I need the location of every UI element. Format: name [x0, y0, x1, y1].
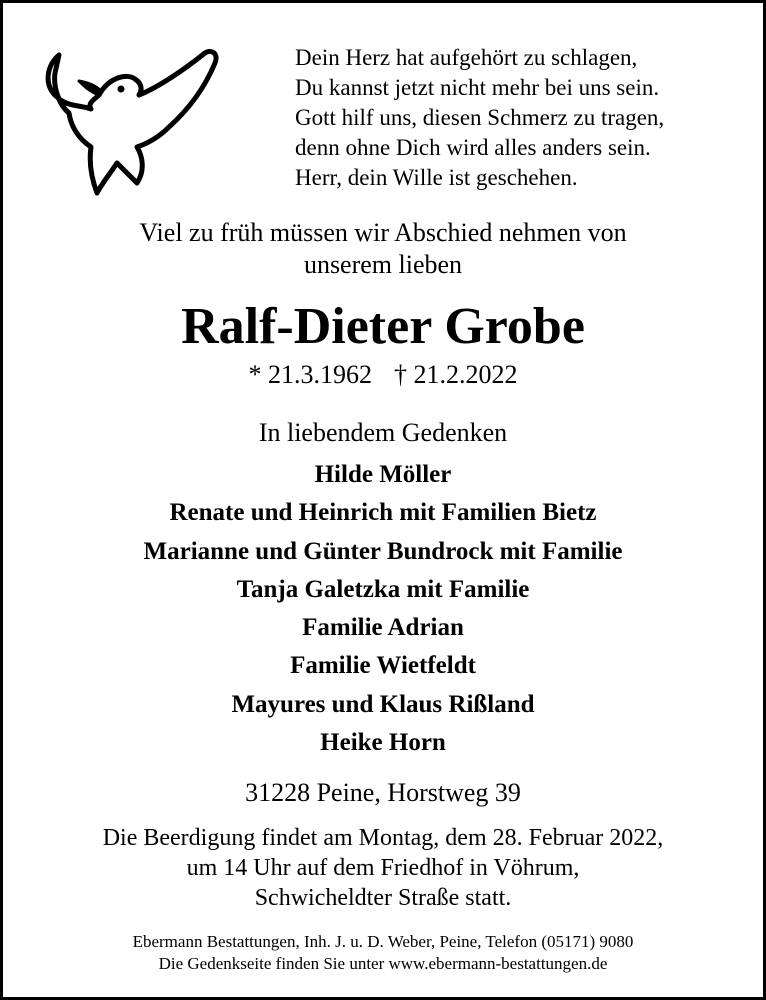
- funeral-line: Die Beerdigung findet am Montag, dem 28. Februar 2022,: [102, 825, 664, 851]
- poem-line: Du kannst jetzt nicht mehr bei uns sein.: [295, 75, 660, 100]
- funeral-info: [3, 823, 763, 913]
- poem: [295, 43, 664, 193]
- mourner-name: Marianne und Günter Bundrock mit Familie: [143, 537, 623, 565]
- death-date: † 21.2.2022: [394, 360, 518, 389]
- mourner-name: Mayures und Klaus Rißland: [231, 690, 535, 718]
- poem-line: Dein Herz hat aufgehört zu schlagen,: [295, 45, 638, 70]
- funeral-line: um 14 Uhr auf dem Friedhof in Vöhrum,: [186, 855, 580, 881]
- dove-icon: [39, 47, 229, 197]
- mourner-name: Renate und Heinrich mit Familien Bietz: [169, 499, 597, 527]
- mourner-name: Familie Wietfeldt: [290, 652, 476, 680]
- life-dates: [3, 359, 763, 391]
- mourner-name: Tanja Galetzka mit Familie: [236, 575, 530, 603]
- intro-text: [3, 217, 763, 281]
- footer: [3, 931, 763, 975]
- mourner-name: Hilde Möller: [314, 461, 452, 488]
- memorial-page-info: Die Gedenkseite finden Sie unter www.ebermann-bestattungen.de: [158, 954, 608, 973]
- deceased-name: Ralf-Dieter Grobe: [181, 298, 585, 355]
- intro-line: unserem lieben: [303, 250, 463, 279]
- poem-line: Herr, dein Wille ist geschehen.: [295, 165, 578, 190]
- birth-date: * 21.3.1962: [248, 360, 372, 389]
- funeral-home-info: Ebermann Bestattungen, Inh. J. u. D. Weber, Peine, Telefon (05171) 9080: [132, 932, 634, 951]
- funeral-line: Schwicheldter Straße statt.: [254, 885, 512, 911]
- poem-line: Gott hilf uns, diesen Schmerz zu tragen,: [295, 105, 665, 130]
- mourners-list: [3, 456, 763, 762]
- intro-line: Viel zu früh müssen wir Abschied nehmen von: [139, 218, 627, 247]
- address: 31228 Peine, Horstweg 39: [245, 778, 521, 807]
- mourner-name: Familie Adrian: [302, 614, 464, 642]
- poem-line: denn ohne Dich wird alles anders sein.: [295, 135, 651, 160]
- mourner-name: Heike Horn: [320, 729, 446, 757]
- memory-line: In liebendem Gedenken: [258, 418, 508, 447]
